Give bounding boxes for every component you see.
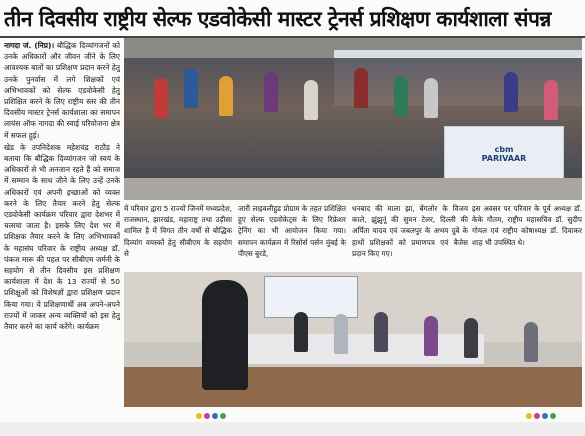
photo-floor [124,178,582,200]
person-figure [524,322,538,362]
photo2-floor [124,367,582,407]
banner-title: cbm [494,145,514,154]
dot [542,413,548,419]
paragraph-1 [4,40,120,141]
banner-logo-text [445,145,563,163]
person-figure [424,78,438,118]
dot [212,413,218,419]
caption-col-3: धनबाद की माला झा, बेंगलोर के विजय काले, झुंझुनूं की सुमन टेलर, दिल्ली की अर्पिता यादव एवं जबलपुर के अभय दुबे के हाथों प्रशिक्षकों को प्रमाणपत्र एवं बैजेस प्रदान किए गए। [352,204,468,258]
person-figure [354,68,368,108]
person-figure [374,312,388,352]
person-figure [394,76,408,116]
dot [220,413,226,419]
person-figure [464,318,478,358]
conference-table [244,334,484,364]
dot [196,413,202,419]
person-figure [504,72,518,112]
headline: तीन दिवसीय राष्ट्रीय सेल्फ एडवोकेसी मास्टर ट्रेनर्स प्रशिक्षण कार्यशाला संपन्न [4,7,551,31]
person-figure [424,316,438,356]
caption-col-4: इस अवसर पर परिवार के पूर्व अध्यक्ष डॉ. केके गौतम, राष्ट्रीय महासचिव डॉ. सुदीप गोयल एवं राष्ट्रीय कोषाध्यक्ष डॉ. दिवाकर शाह भी उपस्थित थे। [472,204,582,247]
clipping-edge [0,422,585,436]
person-figure [304,80,318,120]
group-photo [124,38,582,200]
paragraph-2: खेड के उपनिदेशक महेशचंद्र राठौड़ ने बताया कि बौद्धिक दिव्यांगजन जो स्वयं के अधिकारों से भी अनजान रहते हैं को समाज में सम्मान के साथ जीने के लिए उन्हें उनके अधिकारों एवं अपनी इच्छाओं को व्यक्त करने के लिए तैयार करने हेतु सेल्फ एडवोकेसी कार्यक्रम परिवार द्वारा देशभर में चलाया जाता है। इसके लिए देश भर में प्रशिक्षक तैयार करने के लिए अभिभावकों के महासंघ परिवार के राष्ट्रीय अध्यक्ष डॉ. पंकज मारू की पहल पर सीबीएम जर्मनी के सहयोग से तीन दिवसीय इस प्रशिक्षण कार्यशाला में देश के 13 राज्यों से 50 प्रशिक्षुओं को विशेषज्ञों द्वारा प्रशिक्षण प्रदान किया गया। ये प्रशिक्षणार्थी अब अपने-अपने राज्यों में जाकर अन्य व्यक्तियों को इस हेतु तैयार करने का कार्य करेंगे। कार्यक्रम [4,142,120,332]
person-figure [294,312,308,352]
dot [204,413,210,419]
caption-col-1: में परिवार द्वारा 5 राज्यों जिनमें मध्यप्रदेश, राजस्थान, झारखंड, महाराष्ट्र तथा उड़ीसा शामिल है में विगत तीन वर्षों से बौद्धिक दिव्यांग वयस्कों हेतु सीबीएम के सहयोग से [124,204,232,258]
person-figure [184,68,198,108]
dot [526,413,532,419]
dot [550,413,556,419]
person-figure [334,314,348,354]
paragraph-1-text: बौद्धिक दिव्यांगजनों को उनके अधिकारों और जीवन जीने के लिए आवश्यक बातों का प्रशिक्षण प्रदान करने हेतु उनके पुनर्वास में लगे शिक्षकों एवं अभिभावकों को सेल्फ एडवोकेसी हेतु प्रशिक्षित करने के लिए राष्ट्रीय स्तर की तीन दिवसीय मास्टर ट्रेनर्स कार्यशाला का समापन लायंस ऑफ नागदा की स्वाई परियोजना क्षेत्र में सफल हुई। [4,41,120,140]
projector-screen [264,276,358,318]
speaker-figure [202,280,248,390]
color-dots-left [196,412,228,422]
dateline: नागदा जं. (निप्र)। [4,41,55,50]
workshop-photo [124,272,582,407]
person-figure [219,76,233,116]
person-figure [544,80,558,120]
banner-subtitle: PARIVAAR [481,154,527,163]
dot [534,413,540,419]
left-column-text [4,40,120,422]
color-dots-right [526,412,558,422]
caption-col-2: जारी लाइवलीहुड प्रोग्राम के तहत प्रशिक्षित हुए सेल्फ एडवोकेट्स के लिए रिफ्रेशर ट्रेनिंग का भी आयोजन किया गया। समापन कार्यक्रम में रिसोर्स पर्सन मुंबई के पीएस बुरडे, [238,204,346,258]
person-figure [154,78,168,118]
person-figure [264,72,278,112]
